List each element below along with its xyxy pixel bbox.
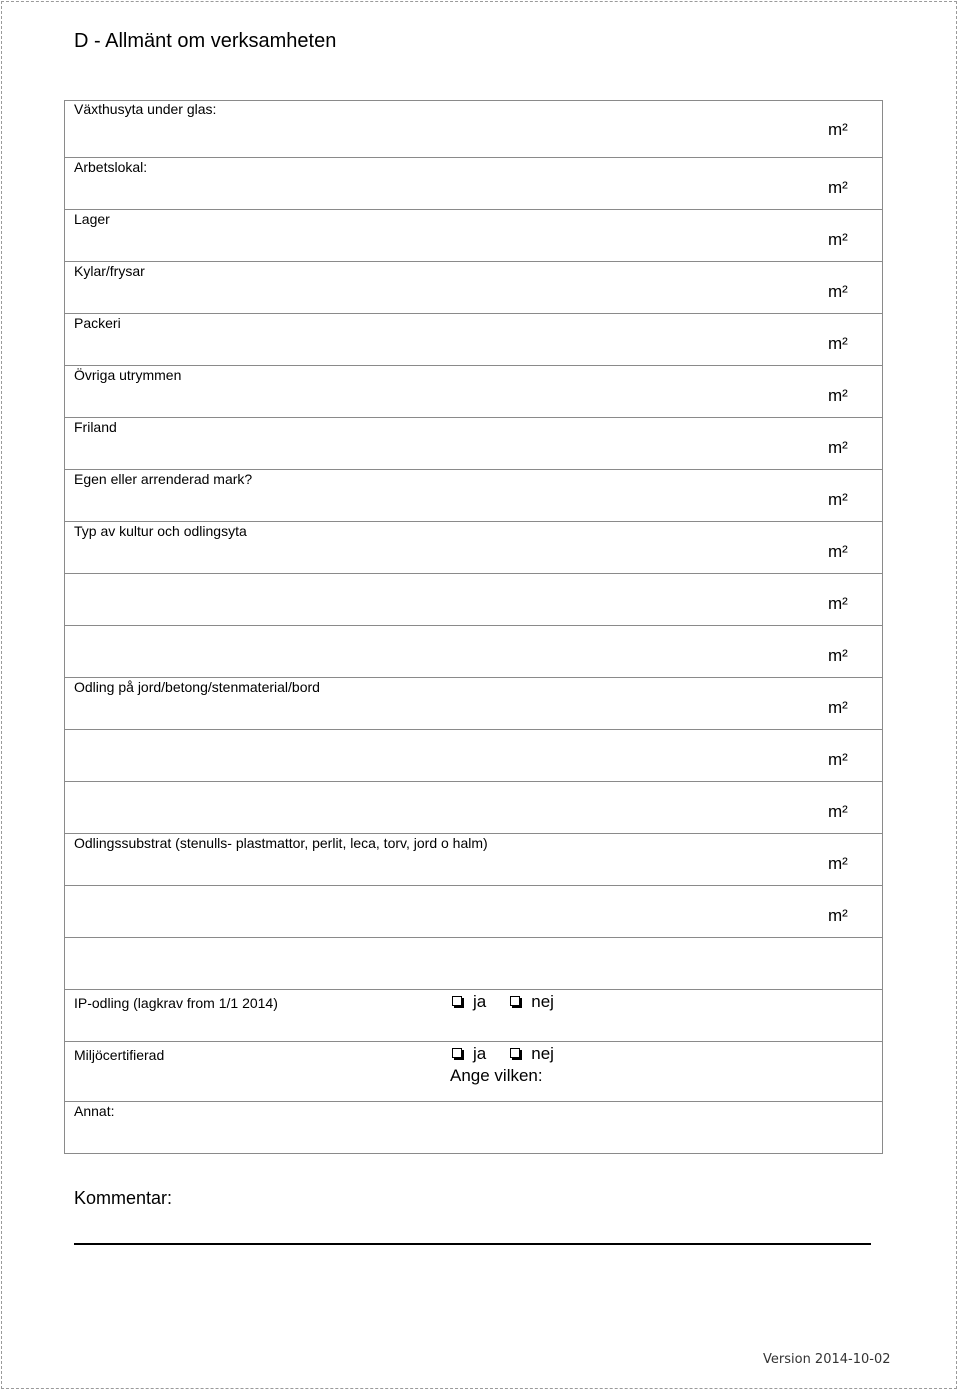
label-packeri: Packeri — [74, 315, 121, 331]
unit-m2: m² — [828, 594, 848, 613]
label-lager: Lager — [74, 211, 110, 227]
row-divider — [65, 729, 882, 730]
row-divider — [65, 209, 882, 210]
row-divider — [65, 469, 882, 470]
row-divider — [65, 365, 882, 366]
row-divider — [65, 989, 882, 990]
ip-odling-ja-label: ja — [473, 992, 487, 1011]
unit-m2: m² — [828, 490, 848, 509]
label-kylar-frysar: Kylar/frysar — [74, 263, 145, 279]
unit-m2: m² — [828, 282, 848, 301]
row-divider — [65, 313, 882, 314]
miljocertifierad-ja-label: ja — [473, 1044, 487, 1063]
unit-m2: m² — [828, 386, 848, 405]
row-divider — [65, 521, 882, 522]
miljocertifierad-nej-checkbox[interactable] — [510, 1048, 522, 1060]
label-odling-pa: Odling på jord/betong/stenmaterial/bord — [74, 679, 320, 695]
row-divider — [65, 625, 882, 626]
label-arbetslokal: Arbetslokal: — [74, 159, 148, 175]
row-divider — [65, 677, 882, 678]
unit-m2: m² — [828, 230, 848, 249]
label-vaxthusyta: Växthusyta under glas: — [74, 101, 217, 117]
label-egen-mark: Egen eller arrenderad mark? — [74, 471, 253, 487]
comment-line[interactable] — [74, 1243, 871, 1245]
row-divider — [65, 1041, 882, 1042]
row-divider — [65, 157, 882, 158]
unit-m2: m² — [828, 334, 848, 353]
label-annat: Annat: — [74, 1103, 115, 1119]
label-odlingssubstrat: Odlingssubstrat (stenulls- plastmattor, perlit, leca, torv, jord o halm) — [74, 835, 488, 851]
unit-m2: m² — [828, 178, 848, 197]
miljocertifierad-options — [452, 1044, 554, 1064]
label-ip-odling: IP-odling (lagkrav from 1/1 2014) — [74, 995, 278, 1011]
unit-m2: m² — [828, 802, 848, 821]
row-divider — [65, 573, 882, 574]
ange-vilken-label: Ange vilken: — [450, 1066, 543, 1085]
row-divider — [65, 417, 882, 418]
ip-odling-nej-label: nej — [531, 992, 554, 1011]
row-divider — [65, 1101, 882, 1102]
row-divider — [65, 261, 882, 262]
row-divider — [65, 885, 882, 886]
comment-label: Kommentar: — [74, 1188, 173, 1208]
row-divider — [65, 833, 882, 834]
row-divider — [65, 937, 882, 938]
ip-odling-nej-checkbox[interactable] — [510, 996, 522, 1008]
unit-m2: m² — [828, 438, 848, 457]
unit-m2: m² — [828, 906, 848, 925]
label-typ-av-kultur: Typ av kultur och odlingsyta — [74, 523, 247, 539]
label-friland: Friland — [74, 419, 117, 435]
label-ovriga-utrymmen: Övriga utrymmen — [74, 367, 182, 383]
section-title: D - Allmänt om verksamheten — [74, 30, 337, 52]
unit-m2: m² — [828, 542, 848, 561]
unit-m2: m² — [828, 750, 848, 769]
version-label: Version 2014-10-02 — [763, 1352, 891, 1367]
unit-m2: m² — [828, 698, 848, 717]
unit-m2: m² — [828, 646, 848, 665]
unit-m2: m² — [828, 854, 848, 873]
row-divider — [65, 781, 882, 782]
miljocertifierad-ja-checkbox[interactable] — [452, 1048, 464, 1060]
miljocertifierad-nej-label: nej — [531, 1044, 554, 1063]
label-miljocertifierad: Miljöcertifierad — [74, 1047, 165, 1063]
ip-odling-options — [452, 992, 554, 1012]
ip-odling-ja-checkbox[interactable] — [452, 996, 464, 1008]
unit-m2: m² — [828, 120, 848, 139]
